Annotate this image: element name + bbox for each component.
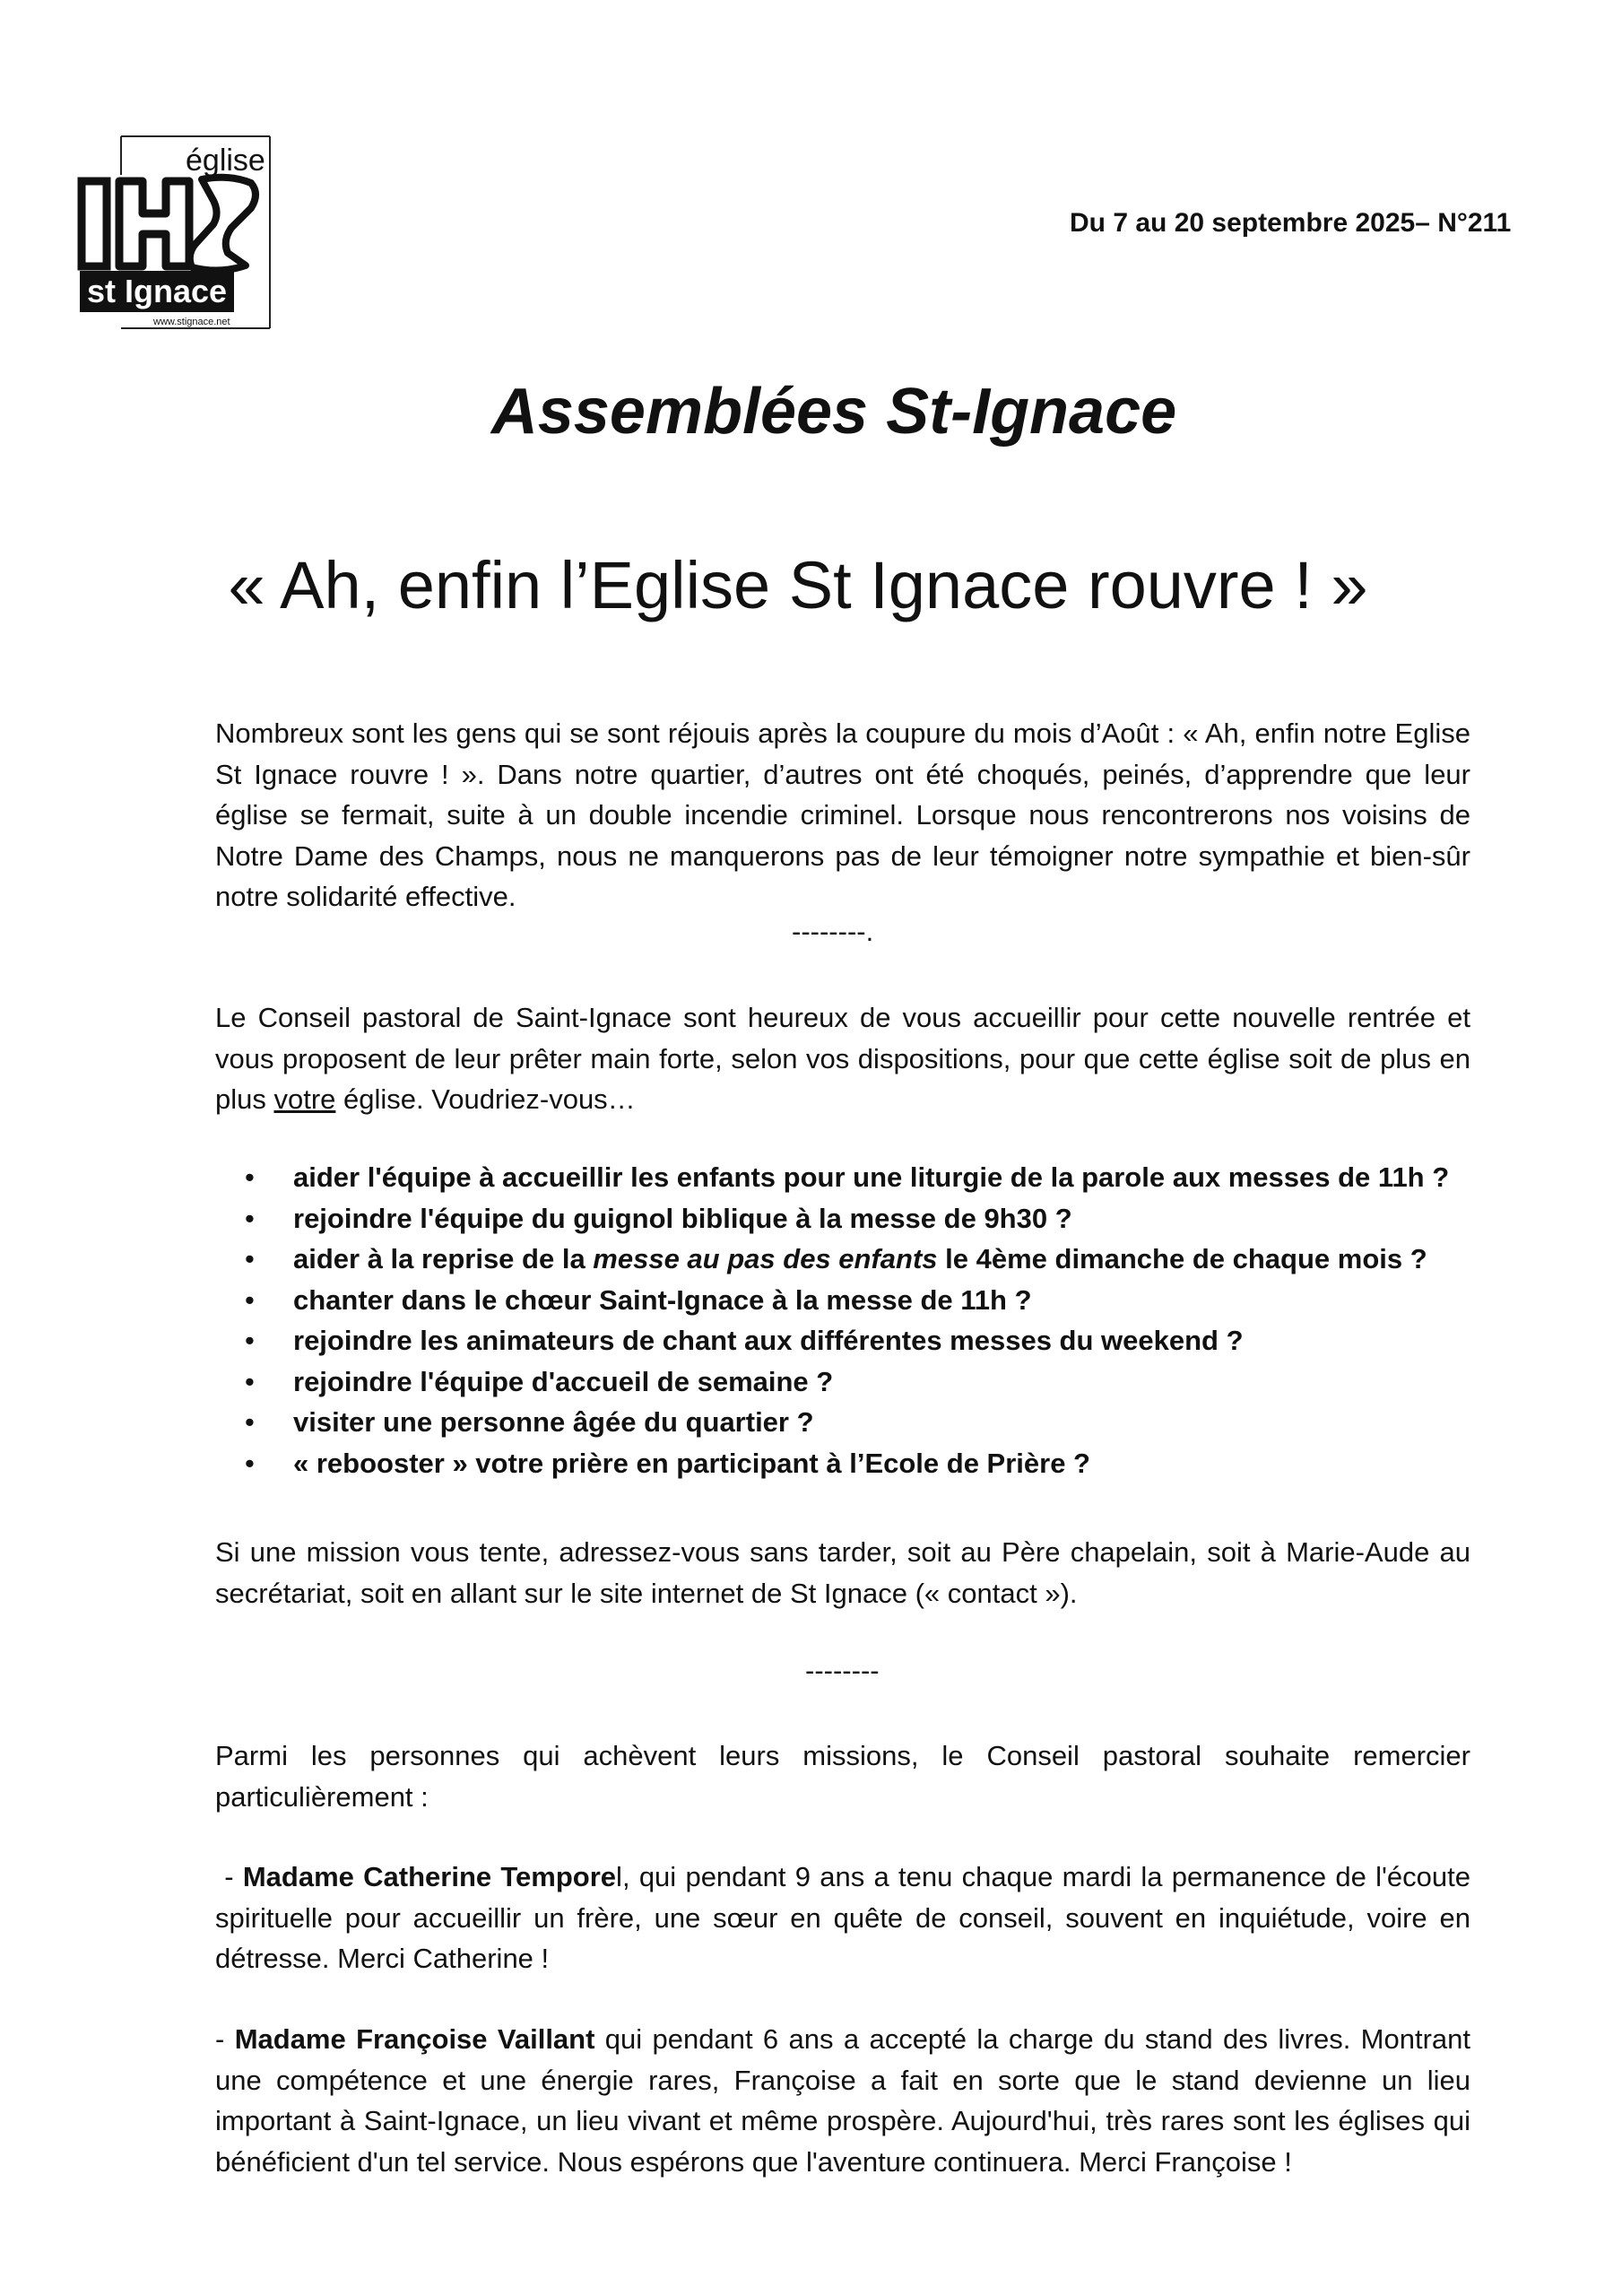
- logo-top-text: église: [186, 144, 265, 178]
- separator: --------.: [792, 916, 874, 947]
- person-name: Madame Françoise Vaillant: [234, 2023, 595, 2055]
- list-item: • rejoindre l'équipe d'accueil de semaine ?: [215, 1361, 1506, 1403]
- intro-text: Nombreux sont les gens qui se sont réjouis après la coupure du mois d’Août : « Ah, enfin notre Eglise St Ignace rouvre ! ». Dans notre quartier, d’autres ont été choqués, peinés, d’apprendre que leur église se fermait, suite à un double incendie criminel. Lorsque nous rencontrerons nos voisins de Notre Dame des Champs, nous ne manquerons pas de leur témoigner notre sympathie et bien-sûr notre solidarité effective.: [215, 718, 1470, 912]
- issue-date: Du 7 au 20 septembre 2025– N°211: [1070, 208, 1512, 238]
- bullet-marker: •: [245, 1365, 255, 1397]
- logo-url: www.stignace.net: [153, 317, 230, 327]
- volunteer-list: [215, 1157, 1506, 1483]
- bullet-marker: •: [245, 1243, 255, 1274]
- list-item: • chanter dans le chœur Saint-Ignace à la messe de 11h ?: [215, 1280, 1506, 1321]
- list-item: • visiter une personne âgée du quartier ?: [215, 1402, 1506, 1443]
- bullet-marker: •: [245, 1161, 255, 1193]
- bullet-marker: •: [245, 1283, 255, 1316]
- person-name: Madame Catherine Tempore: [242, 1861, 617, 1892]
- logo-bottom-text: st Ignace: [87, 273, 228, 309]
- thanks-francoise-paragraph: - Madame Françoise Vaillant qui pendant 6 ans a accepté la charge du stand des livres. Montrant une compétence et une énergie rares, Françoise a fait en sorte que le stand devienne un lieu important à Saint-Ignace, un lieu vivant et même prospère. Aujourd'hui, très rares sont les églises qui bénéficient d'un tel service. Nous espérons que l'aventure continuera. Merci Françoise !: [215, 2023, 1471, 2178]
- list-item: • aider l'équipe à accueillir les enfants pour une liturgie de la parole aux messes de 11h ?: [215, 1157, 1506, 1198]
- list-item: • « rebooster » votre prière en participant à l’Ecole de Prière ?: [215, 1443, 1506, 1484]
- bullet-marker: •: [245, 1202, 255, 1234]
- page-title: Assemblées St-Ignace: [490, 376, 1177, 448]
- council-text-after: église. Voudriez-vous…: [335, 1083, 636, 1115]
- ihs-logo-graphic: [76, 135, 272, 330]
- list-item: • rejoindre les animateurs de chant aux différentes messes du weekend ?: [215, 1320, 1506, 1361]
- council-text-before: Le Conseil pastoral de Saint-Ignace sont heureux de vous accueillir pour cette nouvelle rentrée et vous proposent de leur prêter main forte, selon vos dispositions, pour que cette église soit de plus en plus: [215, 1002, 1470, 1115]
- list-item: • aider à la reprise de la messe au pas des enfants le 4ème dimanche de chaque mois ?: [215, 1239, 1506, 1280]
- bullet-marker: •: [245, 1406, 255, 1438]
- mission-paragraph: [215, 1532, 1470, 1613]
- list-item: • rejoindre l'équipe du guignol biblique à la messe de 9h30 ?: [215, 1198, 1506, 1239]
- thanks-intro-paragraph: [215, 1735, 1470, 1817]
- intro-paragraph: [215, 713, 1470, 918]
- separator: --------: [805, 1655, 880, 1686]
- page-subtitle: « Ah, enfin l’Eglise St Ignace rouvre ! »: [228, 548, 1368, 622]
- bullet-marker: •: [245, 1447, 255, 1479]
- council-paragraph: [215, 997, 1470, 1120]
- thanks-intro-text: Parmi les personnes qui achèvent leurs missions, le Conseil pastoral souhaite remercier particulièrement :: [215, 1740, 1470, 1813]
- council-underlined-word: votre: [273, 1083, 336, 1115]
- mission-text: Si une mission vous tente, adressez-vous sans tarder, soit au Père chapelain, soit à Marie-Aude au secrétariat, soit en allant sur le site internet de St Ignace (« contact »).: [215, 1536, 1470, 1609]
- church-logo: [76, 135, 272, 330]
- bullet-marker: •: [245, 1325, 255, 1356]
- thanks-catherine-paragraph: - Madame Catherine Temporel, qui pendant 9 ans a tenu chaque mardi la permanence de l'écoute spirituelle pour accueillir un frère, une sœur en quête de conseil, souvent en inquiétude, voire en détresse. Merci Catherine !: [215, 1861, 1470, 1974]
